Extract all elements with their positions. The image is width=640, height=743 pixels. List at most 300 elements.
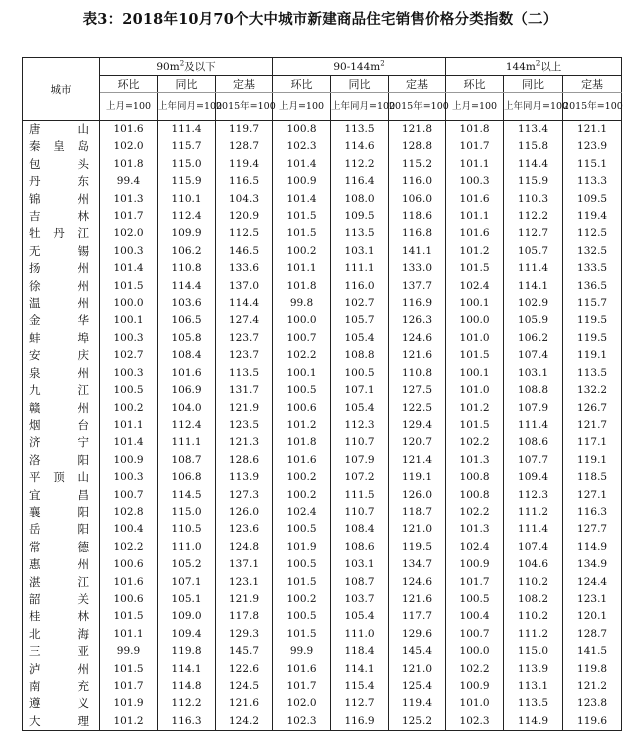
index-value: 123.7 (216, 347, 273, 364)
index-value: 124.2 (216, 713, 273, 731)
index-value: 110.2 (504, 574, 563, 591)
index-value: 107.1 (158, 574, 216, 591)
table-row (23, 417, 622, 434)
index-value: 121.0 (389, 661, 446, 678)
city-name: 牡丹江 (23, 225, 100, 242)
index-value: 116.9 (331, 713, 389, 731)
index-value: 112.4 (158, 417, 216, 434)
table-row (23, 208, 622, 225)
index-value: 101.4 (273, 156, 331, 173)
index-value: 102.3 (273, 713, 331, 731)
index-value: 101.0 (446, 695, 504, 712)
index-value: 102.0 (100, 138, 158, 155)
index-value: 100.9 (446, 678, 504, 695)
index-value: 112.7 (504, 225, 563, 242)
index-value: 137.0 (216, 278, 273, 295)
base-label-0-2: 2015年=100 (216, 93, 273, 121)
table-row (23, 608, 622, 625)
index-value: 121.0 (389, 521, 446, 538)
city-name: 徐州 (23, 278, 100, 295)
base-label-0-1: 上年同月=100 (158, 93, 216, 121)
index-value: 119.5 (389, 539, 446, 556)
city-name: 襄阳 (23, 504, 100, 521)
index-value: 120.7 (389, 434, 446, 451)
index-value: 122.6 (216, 661, 273, 678)
index-value: 101.8 (273, 434, 331, 451)
index-value: 107.2 (331, 469, 389, 486)
index-value: 141.5 (563, 643, 622, 660)
index-value: 127.5 (389, 382, 446, 399)
base-label-2-0: 上月=100 (446, 93, 504, 121)
index-value: 108.7 (158, 452, 216, 469)
index-value: 114.1 (158, 661, 216, 678)
index-value: 100.4 (446, 608, 504, 625)
index-value: 111.5 (331, 487, 389, 504)
index-value: 127.3 (216, 487, 273, 504)
base-label-1-0: 上月=100 (273, 93, 331, 121)
index-value: 101.9 (273, 539, 331, 556)
index-value: 101.1 (446, 208, 504, 225)
index-value: 100.6 (100, 556, 158, 573)
index-value: 133.5 (563, 260, 622, 277)
index-value: 121.7 (563, 417, 622, 434)
city-name: 遵义 (23, 695, 100, 712)
index-value: 109.0 (158, 608, 216, 625)
index-value: 100.7 (273, 330, 331, 347)
table-body (23, 121, 622, 731)
city-name: 常德 (23, 539, 100, 556)
index-value: 110.7 (331, 434, 389, 451)
index-value: 113.4 (504, 121, 563, 139)
index-value: 101.0 (446, 382, 504, 399)
index-value: 100.3 (100, 330, 158, 347)
index-value: 101.2 (446, 243, 504, 260)
index-value: 100.6 (273, 400, 331, 417)
table-row (23, 312, 622, 329)
index-value: 137.1 (216, 556, 273, 573)
index-value: 101.0 (446, 330, 504, 347)
index-value: 109.5 (563, 191, 622, 208)
subheader-1-2: 定基 (389, 76, 446, 93)
table-row (23, 539, 622, 556)
city-name: 惠州 (23, 556, 100, 573)
table-row (23, 191, 622, 208)
index-value: 114.1 (504, 278, 563, 295)
city-name: 蚌埠 (23, 330, 100, 347)
index-value: 121.6 (389, 591, 446, 608)
index-value: 111.0 (331, 626, 389, 643)
index-value: 106.8 (158, 469, 216, 486)
index-value: 108.4 (331, 521, 389, 538)
index-value: 126.7 (563, 400, 622, 417)
index-value: 101.6 (273, 661, 331, 678)
subheader-2-1: 同比 (504, 76, 563, 93)
index-value: 101.5 (446, 417, 504, 434)
table-header (23, 58, 622, 121)
index-value: 99.4 (100, 173, 158, 190)
index-value: 123.1 (216, 574, 273, 591)
table-row (23, 365, 622, 382)
index-value: 101.2 (273, 417, 331, 434)
index-value: 119.1 (563, 452, 622, 469)
index-value: 100.9 (273, 173, 331, 190)
index-value: 126.0 (216, 504, 273, 521)
index-value: 117.1 (563, 434, 622, 451)
index-value: 101.4 (273, 191, 331, 208)
city-name: 安庆 (23, 347, 100, 364)
city-name: 赣州 (23, 400, 100, 417)
index-value: 105.4 (331, 400, 389, 417)
index-value: 132.2 (563, 382, 622, 399)
index-value: 111.0 (158, 539, 216, 556)
index-value: 124.8 (216, 539, 273, 556)
index-value: 100.5 (273, 521, 331, 538)
subheader-0-2: 定基 (216, 76, 273, 93)
group-header-90-below: $90m^2$及以下 (100, 58, 273, 76)
index-value: 118.4 (331, 643, 389, 660)
index-value: 101.1 (100, 626, 158, 643)
subheader-0-0: 环比 (100, 76, 158, 93)
index-value: 100.2 (273, 591, 331, 608)
city-name: 湛江 (23, 574, 100, 591)
table-row (23, 469, 622, 486)
index-value: 100.2 (273, 469, 331, 486)
city-name: 唐山 (23, 121, 100, 139)
index-value: 128.8 (389, 138, 446, 155)
index-value: 100.8 (446, 487, 504, 504)
index-value: 106.2 (158, 243, 216, 260)
index-value: 119.6 (563, 713, 622, 731)
index-value: 100.2 (273, 243, 331, 260)
table-row (23, 330, 622, 347)
index-value: 113.5 (331, 121, 389, 139)
index-value: 110.2 (504, 608, 563, 625)
index-value: 123.6 (216, 521, 273, 538)
city-name: 丹东 (23, 173, 100, 190)
index-value: 100.1 (446, 365, 504, 382)
index-value: 131.7 (216, 382, 273, 399)
index-value: 121.3 (216, 434, 273, 451)
index-value: 118.6 (389, 208, 446, 225)
index-value: 102.7 (100, 347, 158, 364)
index-value: 128.7 (216, 138, 273, 155)
index-value: 117.8 (216, 608, 273, 625)
index-value: 100.5 (273, 382, 331, 399)
table-row (23, 260, 622, 277)
index-value: 108.8 (504, 382, 563, 399)
index-value: 121.6 (389, 347, 446, 364)
index-value: 104.0 (158, 400, 216, 417)
index-value: 101.6 (100, 121, 158, 139)
index-value: 100.0 (100, 295, 158, 312)
price-index-table (22, 57, 622, 731)
index-value: 108.2 (504, 591, 563, 608)
index-value: 111.1 (331, 260, 389, 277)
index-value: 100.1 (446, 295, 504, 312)
index-value: 116.3 (158, 713, 216, 731)
index-value: 106.2 (504, 330, 563, 347)
city-name: 宜昌 (23, 487, 100, 504)
city-name: 南充 (23, 678, 100, 695)
table-row (23, 661, 622, 678)
index-value: 100.1 (100, 312, 158, 329)
index-value: 109.4 (504, 469, 563, 486)
index-value: 123.9 (563, 138, 622, 155)
index-value: 110.8 (158, 260, 216, 277)
city-name: 泸州 (23, 661, 100, 678)
index-value: 114.4 (504, 156, 563, 173)
index-value: 107.9 (504, 400, 563, 417)
index-value: 109.4 (158, 626, 216, 643)
index-value: 134.7 (389, 556, 446, 573)
index-value: 113.5 (563, 365, 622, 382)
index-value: 116.0 (331, 278, 389, 295)
index-value: 101.6 (100, 574, 158, 591)
index-value: 101.7 (100, 678, 158, 695)
index-value: 118.5 (563, 469, 622, 486)
page-title: 表3：2018年10月70个大中城市新建商品住宅销售价格分类指数（二） (82, 11, 558, 28)
subheader-2-2: 定基 (563, 76, 622, 93)
index-value: 108.0 (331, 191, 389, 208)
index-value: 114.6 (331, 138, 389, 155)
city-name: 锦州 (23, 191, 100, 208)
index-value: 107.7 (504, 452, 563, 469)
index-value: 101.5 (446, 347, 504, 364)
index-value: 145.7 (216, 643, 273, 660)
index-value: 110.5 (158, 521, 216, 538)
index-value: 101.9 (100, 695, 158, 712)
index-value: 102.7 (331, 295, 389, 312)
index-value: 121.6 (216, 695, 273, 712)
table-row (23, 138, 622, 155)
index-value: 114.1 (331, 661, 389, 678)
index-value: 109.5 (331, 208, 389, 225)
index-value: 127.4 (216, 312, 273, 329)
index-value: 102.4 (446, 278, 504, 295)
index-value: 119.1 (563, 347, 622, 364)
index-value: 113.9 (216, 469, 273, 486)
index-value: 101.6 (273, 452, 331, 469)
index-value: 104.3 (216, 191, 273, 208)
index-value: 100.5 (331, 365, 389, 382)
index-value: 101.6 (446, 191, 504, 208)
index-value: 100.5 (446, 591, 504, 608)
table-row (23, 400, 622, 417)
index-value: 111.2 (504, 504, 563, 521)
index-value: 116.8 (389, 225, 446, 242)
city-name: 吉林 (23, 208, 100, 225)
index-value: 129.6 (389, 626, 446, 643)
index-value: 115.0 (504, 643, 563, 660)
index-value: 121.1 (563, 121, 622, 139)
index-value: 115.2 (389, 156, 446, 173)
table-row (23, 243, 622, 260)
index-value: 123.5 (216, 417, 273, 434)
table-row (23, 382, 622, 399)
city-column-header: 城市 (23, 58, 100, 121)
index-value: 121.4 (389, 452, 446, 469)
index-value: 102.2 (100, 539, 158, 556)
index-value: 108.6 (504, 434, 563, 451)
index-value: 102.0 (100, 225, 158, 242)
index-value: 113.5 (504, 695, 563, 712)
index-value: 136.5 (563, 278, 622, 295)
index-value: 115.9 (158, 173, 216, 190)
index-value: 114.9 (563, 539, 622, 556)
base-label-1-2: 2015年=100 (389, 93, 446, 121)
index-value: 145.4 (389, 643, 446, 660)
index-value: 101.5 (273, 626, 331, 643)
index-value: 107.4 (504, 347, 563, 364)
index-value: 132.5 (563, 243, 622, 260)
table-row (23, 347, 622, 364)
index-value: 113.5 (331, 225, 389, 242)
index-value: 106.0 (389, 191, 446, 208)
index-value: 146.5 (216, 243, 273, 260)
index-value: 125.4 (389, 678, 446, 695)
city-name: 无锡 (23, 243, 100, 260)
index-value: 102.3 (273, 138, 331, 155)
index-value: 105.1 (158, 591, 216, 608)
city-name: 包头 (23, 156, 100, 173)
index-value: 100.8 (273, 121, 331, 139)
index-value: 102.8 (100, 504, 158, 521)
index-value: 100.5 (273, 608, 331, 625)
table-row (23, 487, 622, 504)
index-value: 100.2 (100, 400, 158, 417)
index-value: 129.4 (389, 417, 446, 434)
index-value: 121.9 (216, 591, 273, 608)
index-value: 100.5 (273, 556, 331, 573)
index-value: 108.6 (331, 539, 389, 556)
table-row (23, 695, 622, 712)
index-value: 110.3 (504, 191, 563, 208)
index-value: 121.8 (389, 121, 446, 139)
index-value: 101.8 (273, 278, 331, 295)
index-value: 111.4 (504, 521, 563, 538)
index-value: 100.0 (446, 643, 504, 660)
index-value: 119.4 (563, 208, 622, 225)
index-value: 101.4 (100, 434, 158, 451)
city-name: 桂林 (23, 608, 100, 625)
index-value: 105.4 (331, 608, 389, 625)
table-row (23, 678, 622, 695)
index-value: 125.2 (389, 713, 446, 731)
group-header-90-144: $90-144m^2$ (273, 58, 446, 76)
index-value: 112.3 (504, 487, 563, 504)
index-value: 119.4 (216, 156, 273, 173)
index-value: 101.4 (100, 260, 158, 277)
index-value: 111.4 (158, 121, 216, 139)
index-value: 112.5 (216, 225, 273, 242)
index-value: 112.2 (504, 208, 563, 225)
index-value: 107.9 (331, 452, 389, 469)
index-value: 121.9 (216, 400, 273, 417)
index-value: 100.7 (100, 487, 158, 504)
index-value: 101.6 (446, 225, 504, 242)
index-value: 99.8 (273, 295, 331, 312)
index-value: 100.5 (100, 382, 158, 399)
city-name: 三亚 (23, 643, 100, 660)
index-value: 105.4 (331, 330, 389, 347)
index-value: 101.7 (446, 574, 504, 591)
index-value: 103.1 (331, 243, 389, 260)
base-row (23, 93, 622, 121)
index-value: 102.2 (273, 347, 331, 364)
index-value: 119.8 (563, 661, 622, 678)
index-value: 102.2 (446, 504, 504, 521)
index-value: 101.2 (446, 400, 504, 417)
index-value: 101.5 (446, 260, 504, 277)
index-value: 137.7 (389, 278, 446, 295)
index-value: 115.1 (563, 156, 622, 173)
index-value: 100.3 (446, 173, 504, 190)
index-value: 102.9 (504, 295, 563, 312)
index-value: 101.2 (100, 713, 158, 731)
index-value: 100.0 (273, 312, 331, 329)
index-value: 114.4 (216, 295, 273, 312)
index-value: 100.0 (446, 312, 504, 329)
index-value: 102.3 (446, 713, 504, 731)
table-row (23, 626, 622, 643)
index-value: 113.9 (504, 661, 563, 678)
index-value: 112.2 (158, 695, 216, 712)
table-row (23, 591, 622, 608)
index-value: 114.9 (504, 713, 563, 731)
index-value: 119.8 (158, 643, 216, 660)
table-row (23, 121, 622, 139)
index-value: 103.1 (331, 556, 389, 573)
base-label-2-1: 上年同月=100 (504, 93, 563, 121)
table-row (23, 521, 622, 538)
city-name: 大理 (23, 713, 100, 731)
city-name: 韶关 (23, 591, 100, 608)
index-value: 126.3 (389, 312, 446, 329)
index-value: 110.8 (389, 365, 446, 382)
index-value: 113.5 (216, 365, 273, 382)
city-name: 扬州 (23, 260, 100, 277)
index-value: 124.4 (563, 574, 622, 591)
index-value: 103.6 (158, 295, 216, 312)
index-value: 100.7 (446, 626, 504, 643)
index-value: 103.1 (504, 365, 563, 382)
index-value: 99.9 (100, 643, 158, 660)
index-value: 101.3 (446, 452, 504, 469)
index-value: 116.5 (216, 173, 273, 190)
index-value: 105.2 (158, 556, 216, 573)
table-row (23, 574, 622, 591)
index-value: 112.7 (331, 695, 389, 712)
index-value: 102.4 (273, 504, 331, 521)
index-value: 114.8 (158, 678, 216, 695)
index-value: 133.6 (216, 260, 273, 277)
index-value: 101.5 (100, 661, 158, 678)
table-row (23, 278, 622, 295)
index-value: 111.1 (158, 434, 216, 451)
index-value: 110.1 (158, 191, 216, 208)
city-name: 北海 (23, 626, 100, 643)
index-value: 100.3 (100, 365, 158, 382)
index-value: 101.5 (273, 225, 331, 242)
index-value: 101.8 (100, 156, 158, 173)
index-value: 111.4 (504, 417, 563, 434)
index-value: 113.1 (504, 678, 563, 695)
index-value: 102.2 (446, 661, 504, 678)
index-value: 101.7 (100, 208, 158, 225)
table-row (23, 556, 622, 573)
city-name: 九江 (23, 382, 100, 399)
group-header-144-above: $144m^2$以上 (446, 58, 622, 76)
